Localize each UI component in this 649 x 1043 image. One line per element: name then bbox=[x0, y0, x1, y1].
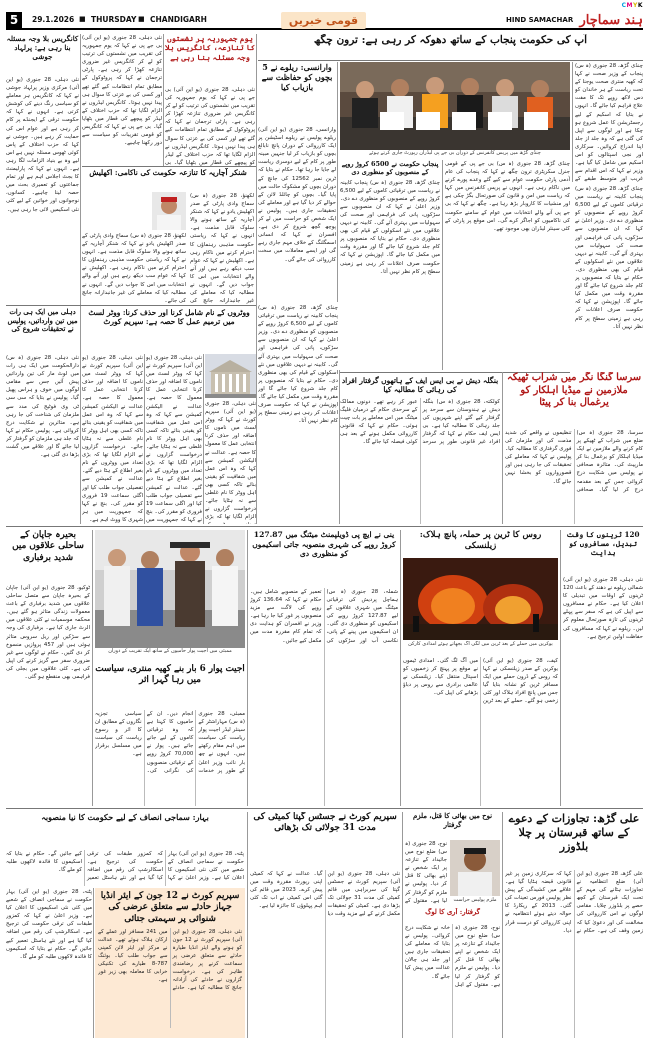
air-india-headline: سپریم کورٹ نے 12 جون کے ایئر انڈیا جہاز حادثے سے متعلق عرضی کی شنوائی پر سہمتی جتائی bbox=[100, 891, 240, 924]
column-rule bbox=[400, 530, 401, 806]
akhilesh-headline: شنکر آچاریہ کا تنازعہ حکومت کی ناکامی: اکھلیش bbox=[89, 168, 247, 177]
nuh-murder-headline: نوح میں بھائی کا قتل، ملزم گرفتار bbox=[413, 812, 492, 829]
congress-seating-body-block bbox=[165, 86, 255, 166]
japan-snow-headline: بحیرہ جاپان کے ساحلی علاقوں میں شدید برفباری bbox=[12, 530, 84, 563]
delhi-crime-headline: دہلی میں ایک ہی رات میں تین وارداتیں، پولیس نے تحقیقات شروع کی bbox=[7, 308, 78, 334]
bangladesh-headline: بنگلہ دیش نے بی ایس ایف کے ہاتھوں گرفتار افراد کی رہائی کا مطالبہ کیا bbox=[341, 376, 499, 395]
akhilesh-body-cont: لکھنؤ، 28 جنوری (ہ س) سماج وادی پارٹی کے صدر اکھلیش یادو نے کہا کہ شنکر آچاریہ کے ساتھ ہونے والا سلوک قابل مذمت ہے۔ انہوں نے کہا کہ ریاستی حکومت مذہبی رہنماؤں کا احترام کرنے میں ناکام رہی ہے۔ اکھلیش نے کہا کہ عوام سب دیکھ رہے ہیں اور آنے والے انتخابات میں اس کا جواب دیں گے۔ انہوں نے مطالبہ کیا کہ معاملے کی غیر جانبدارانہ جانچ کی جائے۔ bbox=[82, 233, 186, 304]
column-rule bbox=[572, 62, 573, 182]
bihar-article-cont bbox=[6, 888, 92, 1038]
hp-development-headline: ینی نے ایچ پی ڈویلپمنٹ میٹنگ میں 127.87 کروڑ روپے کی شہری منصوبہ جاتی اسکیموں کو منظوری دی bbox=[252, 530, 396, 559]
congress-article-cont bbox=[82, 34, 162, 166]
akhilesh-portrait bbox=[152, 192, 186, 230]
header-date: 29.1.2026 bbox=[32, 15, 75, 24]
separator-icon: ■ bbox=[79, 15, 86, 23]
column-rule bbox=[402, 812, 403, 1038]
column-rule bbox=[163, 34, 164, 166]
tarun-chugh-article bbox=[445, 160, 570, 370]
aligarh-headline: علی گڑھ: تجاوزات کے دعوے کے ساتھ قبرستان پر چلا بلڈوزر bbox=[508, 812, 640, 854]
supreme-court-building bbox=[205, 354, 256, 398]
column-rule bbox=[93, 888, 94, 1038]
paper-name-english: HIND SAMACHAR bbox=[506, 16, 574, 24]
separator-icon: ■ bbox=[138, 15, 145, 23]
divider bbox=[6, 305, 256, 306]
pralhad-joshi-body: نئی دہلی، 28 جنوری (یو این آئی) مرکزی وزیر پرلہاد جوشی نے کہا کہ کانگریس ہر معاملے کو سیاسی رنگ دینے کی کوشش کرتی ہے۔ انہوں نے کہا کہ حکومت ترقی کے ایجنڈے پر کام کر رہی ہے اور عوام اس کی حمایت کر رہے ہیں۔ جوشی نے کہا کہ حزب اختلاف کے پاس کوئی ٹھوس مسئلہ نہیں ہے اس لیے وہ بے بنیاد الزامات لگا رہی ہے۔ انہوں نے کہا کہ پارلیمنٹ کا بجٹ اجلاس اہم ہے اور تمام جماعتوں کو تعمیری بحث میں حصہ لینا چاہیے۔ کسانوں، نوجوانوں اور خواتین کے لیے کئی نئی اسکیمیں لائی جا رہی ہیں۔ bbox=[6, 77, 79, 213]
akhilesh-photo bbox=[152, 192, 186, 230]
nuh-murder-body: نوح، 28 جنوری (ہ س) ضلع نوح میں جائیداد کے تنازعہ پر ایک شخص نے اپنے بھائی کا قتل کر دیا۔ پولیس نے ملزم کو گرفتار کر لیا ہے۔ مقتول کے bbox=[405, 841, 447, 904]
column-rule bbox=[502, 812, 503, 1038]
ajit-pawar-headline-block bbox=[95, 664, 245, 708]
trains-timing-article bbox=[563, 576, 643, 806]
trains-timing-headline-block bbox=[563, 530, 643, 574]
page-number: 5 bbox=[6, 12, 22, 29]
middle-column-article bbox=[258, 304, 338, 524]
train-fire-photo bbox=[403, 558, 558, 640]
zelensky-article bbox=[403, 657, 558, 806]
cmyk-y: Y bbox=[632, 2, 638, 9]
column-rule bbox=[502, 372, 503, 524]
bihar-body-cont: پٹنہ، 28 جنوری (یو این آئی) بہار حکومت نے سماجی انصاف کے شعبے میں کئی نئی اسکیموں کا اعلان کیا ہے۔ وزیر اعلیٰ نے کہا کہ کمزور طبقات کی ترقی حکومت کی ترجیح ہے۔ اسکالرشپ کی رقم میں اضافہ کیا گیا ہے اور نئے ہاسٹل تعمیر کیے جائیں گے۔ حکام نے بتایا کہ اسکیموں کا فائدہ لاکھوں طلبہ کو ملے گا۔ bbox=[6, 889, 92, 960]
supreme-court-photo bbox=[205, 354, 256, 398]
akhilesh-article bbox=[190, 192, 254, 304]
ajit-pawar-headline: اجیت پوار 6 بار بنے کھیہ منتری، سیاست میں رہا گہرا اثر bbox=[95, 664, 245, 686]
accused-photo bbox=[450, 840, 500, 896]
ajit-pawar-body: ممبئی، 28 جنوری (ہ س) مہاراشٹر کے سینئر لیڈر اجیت پوار ریاست کی سیاست میں اہم مقام رکھتے ہیں۔ انہوں نے چھ بار نائب وزیر اعلیٰ کے طور پر خدمات انجام دیں۔ ان کے حامیوں کا کہنا ہے کہ وہ ترقیاتی کاموں کے لیے جانے جاتے ہیں۔ پوار نے 70,000 کروڑ روپے کے ترقیاتی منصوبوں کی نگرانی کی۔ سیاسی تجزیہ نگاروں کے مطابق ان کا اثر و رسوخ ریاست کی سیاست میں مسلسل برقرار ہے۔ bbox=[95, 711, 245, 774]
pralhad-joshi-headline-block bbox=[6, 34, 79, 74]
health-body: چنڈی گڑھ، 28 جنوری (ہ س) پنجاب کے وزیر صحت نے کہا کہ کھیہ منتری صحت یوجنا کے تحت ریاست کے ہر خاندان کو دس لاکھ روپے تک کا مفت علاج فراہم کیا جائے گا۔ انہوں نے بتایا کہ اسکیم کے لیے رجسٹریشن کا عمل شروع ہو چکا ہے اور لوگوں سے اپیل کی گئی ہے کہ وہ جلد از جلد اپنا اندراج کروائیں۔ سرکاری اور نجی اسپتالوں کو اس اسکیم میں شامل کیا گیا ہے۔ وزیر نے کہا کہ اس اقدام سے غریب اور متوسط طبقے کے bbox=[575, 63, 643, 182]
accused-portrait bbox=[450, 840, 500, 896]
aligarh-article bbox=[505, 870, 643, 1038]
tarun-chugh-body-cont: چنڈی گڑھ، 28 جنوری (ہ س) پنجاب کابینہ نے ریاست میں ترقیاتی کاموں کے لیے 6,500 کروڑ روپے کے منصوبوں کو منظوری دے دی۔ وزیر اعلیٰ نے کہا کہ ان منصوبوں سے سڑکوں، پانی کی فراہمی اور صحت کی سہولیات میں بہتری آئے گی۔ کابینہ نے دیہی علاقوں میں نئے اسکولوں کے قیام کی بھی منظوری دی۔ حکام نے بتایا کہ منصوبوں پر کام جلد شروع کیا جائے گا اور مقررہ وقت میں مکمل کیا جائے گا۔ اپوزیشن نے کہا کہ حکومت صرف اعلانات کر رہی ہے زمینی سطح پر کام نظر نہیں آتا۔ bbox=[575, 186, 643, 330]
gupta-committee-headline: سپریم کورٹ نے جسٹس گپتا کمیٹی کی مدت 31 جولائی تک بڑھائی bbox=[253, 812, 397, 834]
column-rule bbox=[247, 812, 248, 1038]
section-divider bbox=[6, 808, 643, 809]
akhilesh-headline-block bbox=[82, 168, 254, 190]
japan-snow-article bbox=[6, 584, 90, 806]
train-fire-illustration bbox=[403, 558, 558, 640]
punjab-projects-headline: پنجاب حکومت نے 6500 کروڑ روپے کے منصوبوں کو منظوری دی bbox=[341, 160, 439, 177]
column-rule bbox=[247, 530, 248, 806]
middle-column-body: چنڈی گڑھ، 28 جنوری (ہ س) پنجاب کابینہ نے ریاست میں ترقیاتی کاموں کے لیے 6,500 کروڑ روپے کے منصوبوں کو منظوری دے دی۔ وزیر اعلیٰ نے کہا کہ ان منصوبوں سے سڑکوں، پانی کی فراہمی اور صحت کی سہولیات میں بہتری آئے گی۔ کابینہ نے دیہی علاقوں میں نئے اسکولوں کے قیام کی بھی منظوری دی۔ حکام نے بتایا کہ منصوبوں پر کام جلد شروع کیا جائے گا اور مقررہ وقت میں مکمل کیا جائے گا۔ اپوزیشن نے کہا کہ حکومت صرف اعلانات کر رہی ہے زمینی سطح پر کام نظر نہیں آتا۔ bbox=[258, 305, 338, 425]
ajit-pawar-photo bbox=[95, 530, 245, 648]
column-rule bbox=[560, 530, 561, 806]
cmyk-m: M bbox=[626, 2, 633, 9]
varanasi-railway-body-block bbox=[258, 126, 336, 301]
bangladesh-headline-block bbox=[340, 376, 500, 396]
nuh-murder-body-cont: نوح، 28 جنوری (ہ س) ضلع نوح میں جائیداد کے تنازعہ پر ایک شخص نے اپنے بھائی کا قتل کر دیا۔ پولیس نے ملزم کو گرفتار کر لیا ہے۔ مقتول کے اہل خانہ نے شکایت درج کروائی۔ پولیس نے بتایا کہ معاملے کی تحقیقات جاری ہیں اور جلد ہی چالان عدالت میں پیش کیا جائے گا۔ bbox=[405, 925, 500, 988]
ajit-pawar-caption: ممبئی میں اجیت پوار حامیوں کے ساتھ ایک تقریب کے دوران bbox=[108, 648, 232, 654]
train-fire-caption: یوکرین میں حملے کے بعد ٹرین میں لگی آگ بجھاتے ہوئے امدادی کارکن bbox=[408, 641, 553, 647]
hp-development-body: شملہ، 28 جنوری (ہ س) ہماچل پردیش کی ترقیاتی میٹنگ میں شہری علاقوں کے لیے 127.87 کروڑ روپے کی اسکیموں کو منظوری دی گئی۔ ان اسکیموں میں پینے کے پانی، نکاسی آب اور سڑکوں کی تعمیر کے منصوبے شامل ہیں۔ حکام نے کہا کہ 136.64 کروڑ روپے کی لاگت سے مزید منصوبوں پر غور کیا جا رہا ہے۔ وزیر نے افسران کو ہدایت دی کہ تمام کام مقررہ مدت میں مکمل کیے جائیں۔ bbox=[250, 589, 398, 644]
congress-seating-headline: یوم جمہوریہ پر نشستوں کا تنازعہ، کانگریس بلا وجہ مسئلہ بنا رہی ہے bbox=[165, 34, 255, 62]
bangladesh-body: کولکتہ، 28 جنوری (ہ س) بنگلہ دیش نے ہندوستان سے سرحد پر گرفتار کیے گئے اپنے شہریوں کی جلد رہائی کا مطالبہ کیا ہے۔ بی ایس ایف حکام نے کہا کہ گرفتار افراد غیر قانونی طور پر سرحد عبور کر رہے تھے۔ دونوں ممالک کے سرحدی حکام کے درمیان فلیگ میٹنگ میں اس معاملے پر بات چیت ہوئی۔ حکام نے کہا کہ قانونی کارروائی مکمل ہونے کے بعد ہی کوئی فیصلہ کیا جائے گا۔ bbox=[340, 399, 500, 446]
zelensky-headline-block bbox=[403, 530, 558, 556]
varanasi-railway-headline: وارانسی: ریلوے نے 5 بچوں کو حفاظت سے بازیاب کیا bbox=[261, 62, 333, 93]
press-conference-photo bbox=[340, 62, 570, 150]
delhi-crime-body: نئی دہلی، 28 جنوری (ہ س) دارالحکومت میں ایک ہی رات میں لوٹ مار کی تین وارداتیں پیش آئیں جس سے مقامی لوگوں میں خوف و ہراس پھیل گیا۔ پولیس نے بتایا کہ سی سی ٹی وی فوٹیج کی مدد سے ملزمان کی شناخت کی جا رہی ہے۔ متاثرین نے شکایت درج کروائی ہے۔ پولیس حکام نے کہا کہ جلد ہی ملزمان کو گرفتار کر لیا جائے گا اور علاقے میں گشت بڑھا دی گئی ہے۔ bbox=[6, 355, 79, 459]
sirsa-headline: سرسا گنگا نگر میں شراب ٹھیکہ ملازمین نے میڈیا اہلکار کو یرغمال بنا کر پیٹا bbox=[507, 372, 641, 409]
column-rule bbox=[92, 530, 93, 806]
pralhad-joshi-headline: کانگریس بلا وجہ مسئلہ بنا رہی ہے: پرلہاد جوشی bbox=[6, 34, 79, 62]
bihar-body: پٹنہ، 28 جنوری (یو این آئی) بہار حکومت نے سماجی انصاف کے شعبے میں کئی نئی اسکیموں کا اعلان کیا ہے۔ وزیر اعلیٰ نے کہا کہ کمزور طبقات کی ترقی حکومت کی ترجیح ہے۔ اسکالرشپ کی رقم میں اضافہ کیا گیا ہے اور نئے ہاسٹل تعمیر کیے جائیں گے۔ حکام نے بتایا کہ اسکیموں کا فائدہ لاکھوں طلبہ کو ملے گا۔ bbox=[6, 851, 244, 882]
sirsa-headline-block bbox=[505, 372, 643, 427]
sirsa-body: سرسا، 28 جنوری (ہ س) ضلع میں شراب کے ٹھیکے پر کام کرنے والے ملازمین نے ایک میڈیا اہلکار کو یرغمال بنا کر مارپیٹ کی۔ متاثرہ صحافی نے پولیس میں شکایت درج کروائی جس کے بعد مقدمہ درج کر لیا گیا۔ صحافی تنظیموں نے واقعے کی شدید مذمت کی اور ملزمان کی فوری گرفتاری کا مطالبہ کیا۔ پولیس نے کہا کہ معاملے کی تحقیقات کی جا رہی ہیں اور قصورواروں کو بخشا نہیں جائے گا۔ bbox=[505, 430, 643, 493]
voter-list-article-cont bbox=[205, 400, 256, 524]
masthead-logo: ہند سماچار bbox=[579, 13, 643, 28]
voter-list-article bbox=[146, 354, 202, 524]
nuh-murder-article-cont bbox=[405, 924, 500, 1038]
zelensky-headline: روس کا ٹرین پر حملہ، پانچ ہلاک: زیلنسکی bbox=[419, 530, 542, 551]
bangladesh-article bbox=[340, 398, 500, 524]
tarun-chugh-body: چنڈی گڑھ، 28 جنوری (ہ س) بی جے پی کے قومی جنرل سکریٹری ترون چگھ نے کہا کہ پنجاب کی عام آدمی پارٹی حکومت عوام سے کیے گئے وعدے پورے کرنے میں ناکام رہی ہے۔ انہوں نے پریس کانفرنس میں کہا کہ ریاست میں امن و قانون کی صورتحال بگڑ چکی ہے اور منشیات کا کاروبار بڑھ رہا ہے۔ چگھ نے کہا کہ بی جے پی آنے والے انتخابات میں عوام کے سامنے حکومت کی ناکامیوں کو اجاگر کرے گی۔ اس موقع پر پارٹی کے کئی سینئر لیڈران بھی موجود تھے۔ bbox=[445, 161, 570, 232]
voter-list-body-cont: نئی دہلی، 28 جنوری (یو این آئی) سپریم کورٹ نے کہا کہ ووٹر لسٹ میں ناموں کا اضافہ اور حذف کرنا انتخابی عمل کا معمول کا حصہ ہے۔ عدالت نے الیکشن کمیشن سے کہا کہ وہ اس عمل میں شفافیت کو یقینی بنائے تاکہ کسی بھی اہل ووٹر کا نام غلطی سے نہ ہٹایا جائے۔ درخواست گزاروں نے الزام لگایا تھا کہ بڑی bbox=[205, 401, 256, 521]
ajit-pawar-article bbox=[95, 710, 245, 806]
column-rule bbox=[256, 34, 257, 304]
air-india-body: نئی دہلی، 28 جنوری (یو این آئی) سپریم کورٹ نے 12 جون کو ہونے والے ایئر انڈیا طیارہ حادثے سے متعلق عرضی پر سماعت کرنے پر رضامندی ظاہر کی ہے۔ درخواست گزاروں نے حادثے کی آزادانہ جانچ کا مطالبہ کیا ہے۔ حادثے میں 241 مسافر اور عملے کے ارکان ہلاک ہوئے تھے۔ عدالت نے مرکز اور ایئر لائن کمپنی سے جواب طلب کیا۔ بوئنگ 787-8 طیارے کی تکنیکی خرابی کا معاملہ بھی زیر غور ہے۔ bbox=[98, 928, 242, 992]
sirsa-article bbox=[505, 429, 643, 524]
cmyk-marker bbox=[622, 2, 643, 9]
delhi-crime-article bbox=[6, 354, 79, 524]
pralhad-joshi-article bbox=[6, 76, 79, 304]
cmyk-c: C bbox=[621, 2, 627, 9]
akhilesh-body: لکھنؤ، 28 جنوری (ہ س) سماج وادی پارٹی کے صدر اکھلیش یادو نے کہا کہ شنکر آچاریہ کے ساتھ ہونے والا سلوک قابل مذمت ہے۔ انہوں نے کہا کہ ریاستی حکومت مذہبی رہنماؤں کا احترام کرنے میں ناکام رہی ہے۔ اکھلیش نے کہا کہ عوام سب دیکھ رہے ہیں اور آنے والے انتخابات میں اس کا جواب دیں گے۔ انہوں نے مطالبہ کیا کہ معاملے کی غیر جانبدارانہ جانچ کی bbox=[190, 193, 254, 304]
ajit-pawar-illustration bbox=[95, 530, 245, 648]
voter-list-headline-block bbox=[82, 308, 256, 352]
congress-seating-article bbox=[165, 34, 255, 84]
hp-development-headline-block bbox=[250, 530, 398, 586]
japan-snow-body: ٹوکیو، 28 جنوری (یو این آئی) جاپان کے بحیرہ جاپان سے متصل ساحلی علاقوں میں شدید برفباری کے باعث معمولات زندگی متاثر ہو گئے ہیں۔ محکمہ موسمیات نے کئی علاقوں میں الرٹ جاری کیا ہے۔ برفباری کی وجہ سے سڑکیں اور ریل سروس متاثر ہوئی ہیں اور 457 پروازیں منسوخ کر دی گئیں۔ حکام نے لوگوں سے غیر ضروری سفر سے گریز کرنے کی اپیل کی ہے۔ کئی علاقوں میں بجلی کی فراہمی بھی منقطع ہو گئی۔ bbox=[6, 585, 90, 681]
varanasi-railway-body: وارانسی، 28 جنوری (یو این آئی) ریلوے پولیس نے ریلوے اسٹیشن پر ایک کارروائی کے دوران پانچ نابالغ بچوں کو بازیاب کر لیا جنہیں مبینہ طور پر کام کے لیے دوسری ریاست لے جایا جا رہا تھا۔ حکام نے بتایا کہ ٹرین نمبر 12562 کی جانچ کے دوران بچوں کو مشکوک حالت میں پایا گیا۔ بچوں کو چائلڈ لائن کے حوالے کر دیا گیا ہے اور معاملے کی تحقیقات جاری ہیں۔ پولیس نے ایک شخص کو حراست میں لے کر پوچھ گچھ شروع کر دی ہے۔ افسران نے کہا کہ انسانی اسمگلنگ کے خلاف مہم جاری رہے گی اور ایسے معاملات میں سخت کارروائی کی جائے گی۔ bbox=[258, 127, 336, 263]
voter-list-body-cont2: نئی دہلی، 28 جنوری (یو این آئی) سپریم کورٹ نے کہا کہ ووٹر لسٹ میں ناموں کا اضافہ اور حذف کرنا انتخابی عمل کا معمول کا حصہ ہے۔ عدالت نے الیکشن کمیشن سے کہا کہ وہ اس عمل میں شفافیت کو یقینی بنائے تاکہ کسی بھی اہل ووٹر کا نام غلطی سے نہ ہٹایا جائے۔ درخواست گزاروں نے الزام لگایا تھا کہ بڑی تعداد میں ووٹروں کے نام بغیر اطلاع کے ہٹا دیے گئے۔ عدالت نے کمیشن سے تفصیلی جواب طلب کیا اور اگلی سماعت 19 فروری کو مقرر کی۔ بنچ نے کہا کہ جمہوریت میں ہر شہری کا ووٹ اہم ہے۔ bbox=[82, 355, 143, 523]
page-header bbox=[6, 12, 643, 30]
press-conference-illustration bbox=[340, 62, 570, 150]
punjab-projects-body: چنڈی گڑھ، 28 جنوری (ہ س) پنجاب کابینہ نے ریاست میں ترقیاتی کاموں کے لیے 6,500 کروڑ روپے کے منصوبوں کو منظوری دے دی۔ وزیر اعلیٰ نے کہا کہ ان منصوبوں سے سڑکوں، پانی کی فراہمی اور صحت کی سہولیات میں بہتری آئے گی۔ کابینہ نے دیہی علاقوں میں نئے اسکولوں کے قیام کی بھی منظوری دی۔ حکام نے بتایا کہ منصوبوں پر کام جلد شروع کیا جائے گا اور مقررہ وقت میں مکمل کیا جائے گا۔ اپوزیشن نے کہا کہ حکومت صرف اعلانات کر رہی ہے زمینی سطح پر کام نظر نہیں آتا۔ bbox=[340, 179, 440, 275]
column-rule bbox=[337, 62, 338, 302]
bihar-article bbox=[6, 850, 244, 886]
air-india-article-box bbox=[95, 888, 245, 1038]
nuh-subhead-block bbox=[405, 908, 500, 922]
delhi-crime-headline-block bbox=[6, 308, 79, 352]
accused-caption: ملزم پولیس حراست bbox=[453, 897, 497, 903]
column-rule bbox=[442, 160, 443, 370]
press-conference-caption: چنڈی گڑھ میں پریس کانفرنس کے دوران بی جے پی لیڈران رپورٹ جاری کرتے ہوئے bbox=[369, 150, 541, 156]
nuh-murder-headline-block bbox=[405, 812, 500, 838]
trains-timing-headline: 120 ٹرینوں کا وقت تبدیل، مسافروں کو ہدایت bbox=[566, 530, 640, 558]
divider bbox=[82, 166, 256, 167]
gupta-committee-headline-block bbox=[250, 812, 400, 868]
column-rule bbox=[203, 354, 204, 524]
health-article bbox=[575, 62, 643, 182]
gupta-committee-article bbox=[250, 870, 400, 1038]
nuh-murder-article bbox=[405, 840, 447, 906]
varanasi-railway-article bbox=[258, 62, 336, 124]
section-divider bbox=[6, 526, 643, 527]
congress-body-cont: نئی دہلی، 28 جنوری (یو این آئی) بی جے پی نے کہا کہ یوم جمہوریہ کی تقریب میں نشستوں کی ترتیب کو لے کر کانگریس غیر ضروری تنازعہ کھڑا کر رہی ہے۔ پارٹی ترجمان نے کہا کہ پروٹوکول کے مطابق تمام انتظامات کیے گئے تھے اور کسی کی بے عزتی کا سوال ہی پیدا نہیں ہوتا۔ کانگریس لیڈروں نے الزام لگایا تھا کہ حزب اختلاف کے لیڈر کو پیچھے کی قطار میں بٹھایا گیا۔ بی جے پی نے کہا کہ کانگریس کو قومی تقریبات کو سیاست سے دور رکھنا چاہیے۔ bbox=[82, 35, 162, 147]
bihar-headline-block bbox=[6, 812, 244, 848]
trains-timing-body: نئی دہلی، 28 جنوری (یو این آئی) شمالی ریلوے نے دھند کے باعث 120 ٹرینوں کے اوقات میں تبدیلی کا اعلان کیا ہے۔ حکام نے مسافروں سے اپیل کی ہے کہ سفر سے پہلے ٹرینوں کی تازہ صورتحال معلوم کر لیں۔ ریلوے نے کہا کہ مسافروں کی حفاظت اولین ترجیح ہے۔ bbox=[563, 577, 643, 640]
voter-list-body: نئی دہلی، 28 جنوری (یو این آئی) سپریم کورٹ نے کہا کہ ووٹر لسٹ میں ناموں کا اضافہ اور حذف کرنا انتخابی عمل کا معمول کا حصہ ہے۔ عدالت نے الیکشن کمیشن سے کہا کہ وہ اس عمل میں شفافیت کو یقینی بنائے تاکہ کسی بھی اہل ووٹر کا نام غلطی سے نہ ہٹایا جائے۔ درخواست گزاروں نے الزام لگایا تھا کہ بڑی تعداد میں ووٹروں کے نام بغیر اطلاع کے ہٹا دیے گئے۔ عدالت نے کمیشن سے تفصیلی جواب طلب کیا اور اگلی سماعت 19 فروری کو مقرر کی۔ بنچ نے کہا کہ جمہوریت میں bbox=[146, 355, 202, 523]
bihar-headline: بہار: سماجی انصاف کے لیے حکومت کا نیا منصوبہ bbox=[41, 812, 209, 822]
divider bbox=[258, 60, 643, 61]
gupta-committee-body: نئی دہلی، 28 جنوری (یو این آئی) سپریم کورٹ نے جسٹس گپتا کی سربراہی میں قائم کمیٹی کی مدت 31 جولائی تک بڑھا دی ہے۔ کمیٹی کو تحقیقات مکمل کرنے کے لیے مزید وقت دیا گیا۔ عدالت نے کہا کہ کمیٹی اپنی رپورٹ مقررہ وقت میں پیش کرے۔ 2023 میں قائم کی گئی اس کمیٹی نے اب تک کئی اہم پہلوؤں کا جائزہ لیا ہے۔ bbox=[250, 871, 400, 918]
cmyk-k: K bbox=[637, 2, 643, 9]
column-rule bbox=[80, 34, 81, 524]
akhilesh-article-cont bbox=[82, 232, 186, 304]
punjab-projects-article bbox=[340, 160, 440, 370]
aligarh-headline-block bbox=[505, 812, 643, 868]
section-title: قومی خبریں bbox=[281, 12, 366, 29]
column-rule bbox=[144, 354, 145, 524]
tarun-chugh-headline: آپ کی حکومت پنجاب کے ساتھ دھوکہ کر رہی ہے: ترون چگھ bbox=[313, 34, 588, 46]
congress-seating-body: نئی دہلی، 28 جنوری (یو این آئی) بی جے پی نے کہا کہ یوم جمہوریہ کی تقریب میں نشستوں کی ترتیب کو لے کر کانگریس غیر ضروری تنازعہ کھڑا کر رہی ہے۔ پارٹی ترجمان نے کہا کہ پروٹوکول کے مطابق تمام انتظامات کیے گئے تھے اور کسی کی بے عزتی کا سوال ہی پیدا نہیں ہوتا۔ کانگریس لیڈروں نے الزام لگایا تھا کہ حزب اختلاف کے لیڈر کو پیچھے کی قطار میں بٹھایا گیا۔ بی bbox=[165, 87, 255, 166]
tarun-chugh-article-cont bbox=[575, 185, 643, 370]
aligarh-body: علی گڑھ، 28 جنوری (یو این آئی) ضلع انتظامیہ نے تجاوزات ہٹانے کی مہم کے تحت ایک قبرستان کے کچھ حصے پر بلڈوزر چلایا۔ مقامی لوگوں نے اس کارروائی کی مخالفت کی اور دعویٰ کیا کہ زمین وقف کی ہے۔ حکام نے کہا کہ سرکاری زمین پر غیر قانونی قبضہ ہٹایا گیا ہے۔ علاقے میں کشیدگی کے پیش نظر پولیس فورس تعینات کی گئی۔ 2013 کے ریکارڈ کا حوالہ دیتے ہوئے انتظامیہ نے اپنی کارروائی کو درست قرار دیا۔ bbox=[505, 871, 643, 934]
column-rule bbox=[256, 304, 257, 524]
nuh-subhead: گرفتار: آری کا لوگ bbox=[425, 908, 480, 916]
zelensky-body: کیف، 28 جنوری (یو این آئی) یوکرین کے صدر زیلنسکی نے کہا کہ روس کے ڈرون حملے میں ایک مسافر ٹرین کو نشانہ بنایا گیا جس میں پانچ افراد ہلاک اور کئی زخمی ہو گئے۔ حملے کے بعد ٹرین میں آگ لگ گئی۔ امدادی ٹیموں نے موقع پر پہنچ کر زخمیوں کو اسپتال منتقل کیا۔ زیلنسکی نے عالمی برادری سے روس پر دباؤ بڑھانے کی اپیل کی۔ bbox=[403, 658, 558, 705]
tarun-chugh-headline-block bbox=[258, 34, 643, 60]
hp-development-article bbox=[250, 588, 398, 806]
header-city: CHANDIGARH bbox=[150, 15, 207, 24]
japan-snow-headline-block bbox=[6, 530, 90, 582]
header-day: THURSDAY bbox=[91, 15, 137, 24]
voter-list-article-cont2 bbox=[82, 354, 143, 524]
voter-list-headline: ووٹروں کے نام شامل کرنا اور حذف کرنا: ووٹر لسٹ میں ترمیم عمل کا حصہ ہے: سپریم کورٹ bbox=[88, 308, 250, 327]
